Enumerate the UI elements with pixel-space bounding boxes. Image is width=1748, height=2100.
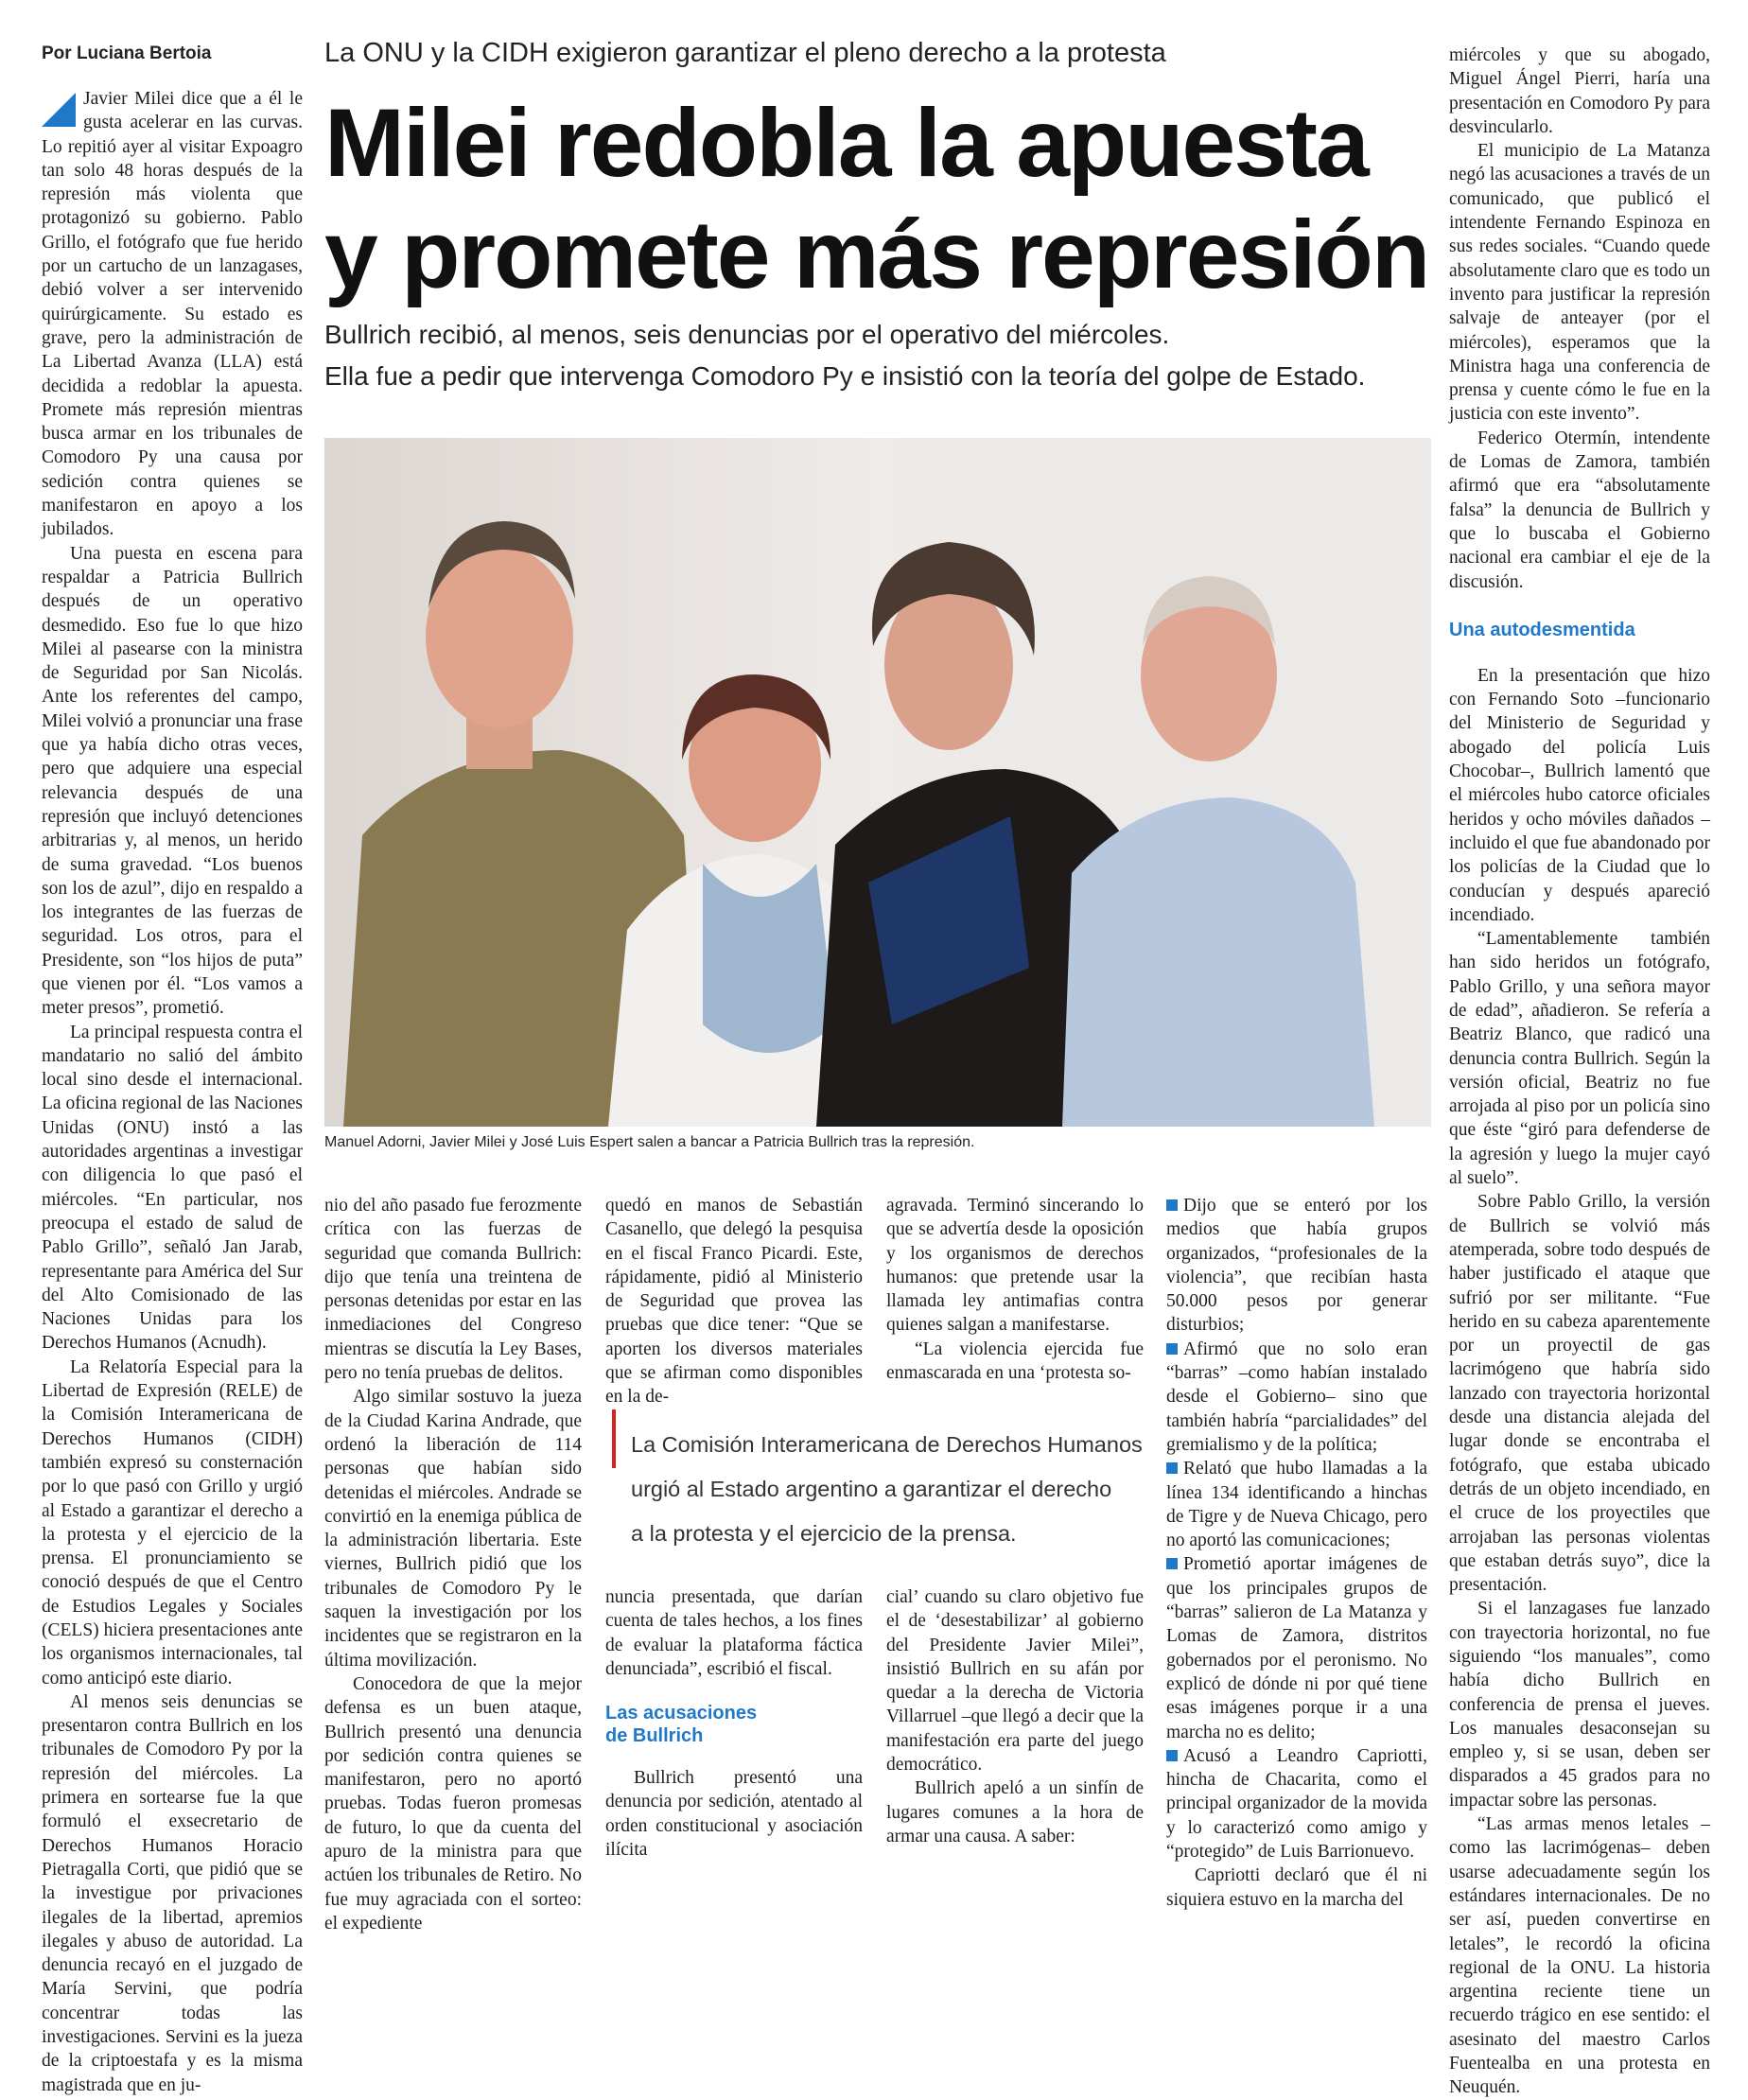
headline bbox=[324, 87, 1431, 310]
bullet-icon bbox=[1166, 1343, 1178, 1355]
byline: Por Luciana Bertoia bbox=[42, 44, 212, 63]
subhead-line: Las acusaciones bbox=[605, 1703, 758, 1724]
paragraph: La Relatoría Especial para la Libertad de Expresión (RELE) de la Comisión Interamericana de Derechos Humanos (CIDH) también expresó su consternación por lo que pasó con Grillo y urgió al Estado a garantizar el derecho a la protesta y el ejercicio de la prensa. El pronunciamiento se conoció después de que el Centro de Estudios Legales y Sociales (CELS) hiciera presentaciones ante los organismos internacionales, tal como anticipó este diario. bbox=[42, 1356, 303, 1689]
column-3-bottom bbox=[605, 1585, 863, 1862]
paragraph: Bullrich presentó una denuncia por sedición, atentado al orden constitucional y asociación ilícita bbox=[605, 1768, 863, 1861]
pull-quote-line: urgió al Estado argentino a garantizar el derecho bbox=[631, 1477, 1112, 1501]
paragraph: “Las armas menos letales –como las lacrimógenas– deben usarse adecuadamente según los estándares internacionales. De no ser así, pueden convertirse en letales”, le recordó la oficina regional de la ONU. La historia argentina reciente tiene un recuerdo trágico en ese sentido: el asesinato del maestro Carlos Fuentealba en una protesta en Neuquén. bbox=[1449, 1814, 1710, 2098]
subhead-acusaciones bbox=[605, 1702, 863, 1747]
paragraph: quedó en manos de Sebastián Casanello, que delegó la pesquisa en el fiscal Franco Picardi. Este, rápidamente, pidió al Ministerio de Seguridad que provea las pruebas que dice tener: “Que se aporten los diversos materiales que se afirman como disponibles en la de- bbox=[605, 1196, 863, 1408]
paragraph: agravada. Terminó sincerando lo que se advertía desde la oposición y los organismos de derechos humanos: que pretende usar la llamada ley antimafias contra quienes salgan a manifestarse. bbox=[886, 1196, 1144, 1336]
bullet-text: Acusó a Leandro Capriotti, hincha de Chacarita, como el principal organizador de la movida y lo caracterizó como amigo y “protegido” de Luis Barrionuevo. bbox=[1166, 1745, 1427, 1863]
column-4-bottom bbox=[886, 1585, 1144, 1848]
paragraph: Algo similar sostuvo la jueza de la Ciudad Karina Andrade, que ordenó la liberación de 114 personas que habían sido detenidas el miércoles. Andrade se convirtió en la enemiga pública de la administración libertaria. Este viernes, Bullrich pidió que los tribunales de Comodoro Py le saquen la investigación por los incidentes que se registraron en la última movilización. bbox=[324, 1387, 582, 1671]
bullet-icon bbox=[1166, 1558, 1178, 1569]
column-6 bbox=[1449, 44, 1710, 2100]
paragraph: nio del año pasado fue ferozmente crítica con las fuerzas de seguridad que comanda Bullrich: dijo que tenía una treintena de personas detenidas por estar en las inmediaciones del Congreso mientras se discutía la Ley Bases, pero no tenía pruebas de delitos. bbox=[324, 1196, 582, 1384]
news-photo bbox=[324, 438, 1431, 1127]
pull-quote-text bbox=[631, 1423, 1161, 1556]
pull-quote-bar bbox=[612, 1409, 616, 1468]
headline-line-2: y promete más represión bbox=[324, 201, 1429, 308]
paragraph: “La violencia ejercida fue enmascarada en una ‘protesta so- bbox=[886, 1339, 1144, 1384]
paragraph: La principal respuesta contra el mandatario no salió del ámbito local sino desde el internacional. La oficina regional de las Naciones Unidas (ONU) instó a las autoridades argentinas a investigar con diligencia lo que pasó el miércoles. “En particular, nos preocupa el estado de salud de Pablo Grillo”, señaló Jan Jarab, representante para América del Sur del Alto Comisionado de las Naciones Unidas para los Derechos Humanos (Acnudh). bbox=[42, 1022, 303, 1354]
bullet-text: Relató que hubo llamadas a la línea 134 identificando a hinchas de Tigre y de Nueva Chicago, pero no aportó las comunicaciones; bbox=[1166, 1459, 1427, 1551]
bullet-icon bbox=[1166, 1199, 1178, 1211]
kicker: La ONU y la CIDH exigieron garantizar el pleno derecho a la protesta bbox=[324, 38, 1166, 68]
bullet-item bbox=[1166, 1457, 1427, 1552]
paragraph: Al menos seis denuncias se presentaron contra Bullrich en los tribunales de Comodoro Py por la represión del miércoles. La primera en sortearse fue la que formuló el exsecretario de Derechos Humanos Horacio Pietragalla Corti, que pidió que se la investigue por privaciones ilegales de la libertad, apremios ilegales y abuso de autoridad. La denuncia recayó en el juzgado de María Servini, que podría concentrar todas las investigaciones. Servini es la jueza de la criptoestafa y es la misma magistrada que en ju- bbox=[42, 1691, 303, 2095]
bullet-item bbox=[1166, 1194, 1427, 1338]
bullet-item bbox=[1166, 1338, 1427, 1457]
column-5 bbox=[1166, 1194, 1427, 1912]
paragraph bbox=[42, 87, 303, 542]
bullet-text: Afirmó que no solo eran “barras” –como habían instalado desde el Gobierno– sino que también habría “parcialidades” del gremialismo y de la política; bbox=[1166, 1339, 1427, 1455]
paragraph: Una puesta en escena para respaldar a Patricia Bullrich después de un operativo desmedido. Eso fue lo que hizo Milei al pasearse con la ministra de Seguridad por San Nicolás. Ante los referentes del campo, Milei volvió a pronunciar una frase que ya había dicho otras veces, pero que adquiere una especial relevancia después de una represión que incluyó detenciones arbitrarias y, al menos, un herido de suma gravedad. “Los buenos son los de azul”, dijo en respaldo a los integrantes de las fuerzas de seguridad. Los otros, para el Presidente, son “los hijos de puta” que vienen por él. “Los vamos a meter presos”, prometió. bbox=[42, 543, 303, 1019]
paragraph: cial’ cuando su claro objetivo fue el de ‘desestabilizar’ al gobierno del Presidente Javier Milei”, insistió Bullrich en su afán por quedar a la derecha de Victoria Villarruel –que llegó a decir que la manifestación era parte del juego democrático. bbox=[886, 1587, 1144, 1776]
pull-quote bbox=[612, 1409, 1157, 1566]
column-4-top bbox=[886, 1194, 1144, 1385]
paragraph: nuncia presentada, que darían cuenta de tales hechos, a los fines de evaluar la plataforma fáctica denunciada”, escribió el fiscal. bbox=[605, 1587, 863, 1679]
headline-line-1: Milei redobla la apuesta bbox=[324, 89, 1368, 197]
pull-quote-line: a la protesta y el ejercicio de la prensa. bbox=[631, 1521, 1017, 1546]
paragraph: “Lamentablemente también han sido heridos un fotógrafo, Pablo Grillo, y una señora mayor de edad”, añadieron. Se refería a Beatriz Blanco, que radicó una denuncia contra Bullrich. Según la versión oficial, Beatriz no fue arrojada al piso por un policía sino que éste “giró para defenderse de la agresión y luego la mujer cayó al suelo”. bbox=[1449, 929, 1710, 1189]
bullet-item bbox=[1166, 1744, 1427, 1864]
lead-marker-icon bbox=[42, 93, 76, 127]
photo-illustration bbox=[324, 438, 1431, 1127]
paragraph: En la presentación que hizo con Fernando Soto –funcionario del Ministerio de Seguridad y abogado del policía Luis Chocobar–, Bullrich lamentó que el miércoles hubo catorce oficiales heridos y ocho móviles dañados –incluido el que fue abandonado por los policías de la Ciudad que lo conducían y después apareció incendiado. bbox=[1449, 665, 1710, 925]
dek-line-2: Ella fue a pedir que intervenga Comodoro Py e insistió con la teoría del golpe de Estado. bbox=[324, 361, 1366, 391]
paragraph: Si el lanzagases fue lanzado con trayectoria horizontal, no fue siguiendo “los manuales”, como había dicho Bullrich en conferencia de prensa el jueves. Los manuales desaconsejan su empleo y, si se usan, deben ser disparados a 45 grados para no impactar sobre las personas. bbox=[1449, 1599, 1710, 1811]
subhead-autodesmentida: Una autodesmentida bbox=[1449, 619, 1635, 640]
column-3-top bbox=[605, 1194, 863, 1409]
bullet-icon bbox=[1166, 1750, 1178, 1761]
subhead-line: de Bullrich bbox=[605, 1725, 704, 1747]
bullet-text: Prometió aportar imágenes de que los principales grupos de “barras” salieron de La Matanza y Lomas de Zamora, distritos gobernados por el peronismo. No explicó de dónde ni por qué tiene esas imágenes porque ir a una marcha no es delito; bbox=[1166, 1554, 1427, 1742]
paragraph: El municipio de La Matanza negó las acusaciones a través de un comunicado, que publicó el intendente Fernando Espinoza en sus redes sociales. “Cuando quede absolutamente claro que es todo un invento para justificar la represión salvaje de anteayer (por el miércoles), esperamos que la Ministra haga una conferencia de prensa y cuente cómo le fue en la justicia con este invento”. bbox=[1449, 141, 1710, 425]
paragraph-text: Javier Milei dice que a él le gusta acelerar en las curvas. Lo repitió ayer al visitar Expoagro tan solo 48 horas después de la represión más violenta que protagonizó su gobierno. Pablo Grillo, el fotógrafo que fue herido por un cartucho de un lanzagases, debió volver a ser intervenido quirúrgicamente. Su estado es grave, pero la administración de La Libertad Avanza (LLA) está decidida a redoblar la apuesta. Promete más represión mientras busca armar en los tribunales de Comodoro Py una causa por sedición contra quienes se manifestaron en apoyo a los jubilados. bbox=[42, 89, 303, 540]
bullet-item bbox=[1166, 1552, 1427, 1743]
paragraph: Conocedora de que la mejor defensa es un buen ataque, Bullrich presentó una denuncia por sedición contra quienes se manifestaron, pero no aportó pruebas. Todas fueron promesas de futuro, lo que da cuenta del apuro de la ministra para que actúen los tribunales de Retiro. No fue muy agraciada con el sorteo: el expediente bbox=[324, 1673, 582, 1934]
paragraph: Sobre Pablo Grillo, la versión de Bullrich se volvió más atemperada, sobre todo después de haber justificado el ataque que sufrió por ser militante. “Fue herido en su cabeza aparentemente por un proyectil de gas lacrimógeno que habría sido lanzado con trayectoria horizontal desde una distancia alejada del lugar donde se encontraba el fotógrafo, que estaba ubicado detrás de un objeto incendiado, en el cruce de los proyectiles que arrojaban las personas violentas que estaban detrás suyo”, dice la presentación. bbox=[1449, 1192, 1710, 1596]
column-2 bbox=[324, 1194, 582, 1935]
pull-quote-line: La Comisión Interamericana de Derechos Humanos bbox=[631, 1432, 1143, 1457]
bullet-icon bbox=[1166, 1462, 1178, 1474]
paragraph: miércoles y que su abogado, Miguel Ángel Pierri, haría una presentación en Comodoro Py para desvincularlo. bbox=[1449, 45, 1710, 137]
paragraph: Capriotti declaró que él ni siquiera estuvo en la marcha del bbox=[1166, 1865, 1427, 1910]
column-1 bbox=[42, 87, 303, 2097]
photo-caption: Manuel Adorni, Javier Milei y José Luis Espert salen a bancar a Patricia Bullrich tras la represión. bbox=[324, 1134, 975, 1150]
bullet-text: Dijo que se enteró por los medios que había grupos organizados, “profesionales de la violencia”, que recibían hasta 50.000 pesos por generar disturbios; bbox=[1166, 1196, 1427, 1336]
paragraph: Bullrich apeló a un sinfín de lugares comunes a la hora de armar una causa. A saber: bbox=[886, 1778, 1144, 1846]
paragraph: Federico Otermín, intendente de Lomas de Zamora, también afirmó que era “absolutamente falsa” la denuncia de Bullrich y que lo buscaba el Gobierno nacional era cambiar el eje de la discusión. bbox=[1449, 428, 1710, 592]
dek-line-1: Bullrich recibió, al menos, seis denuncias por el operativo del miércoles. bbox=[324, 320, 1170, 349]
